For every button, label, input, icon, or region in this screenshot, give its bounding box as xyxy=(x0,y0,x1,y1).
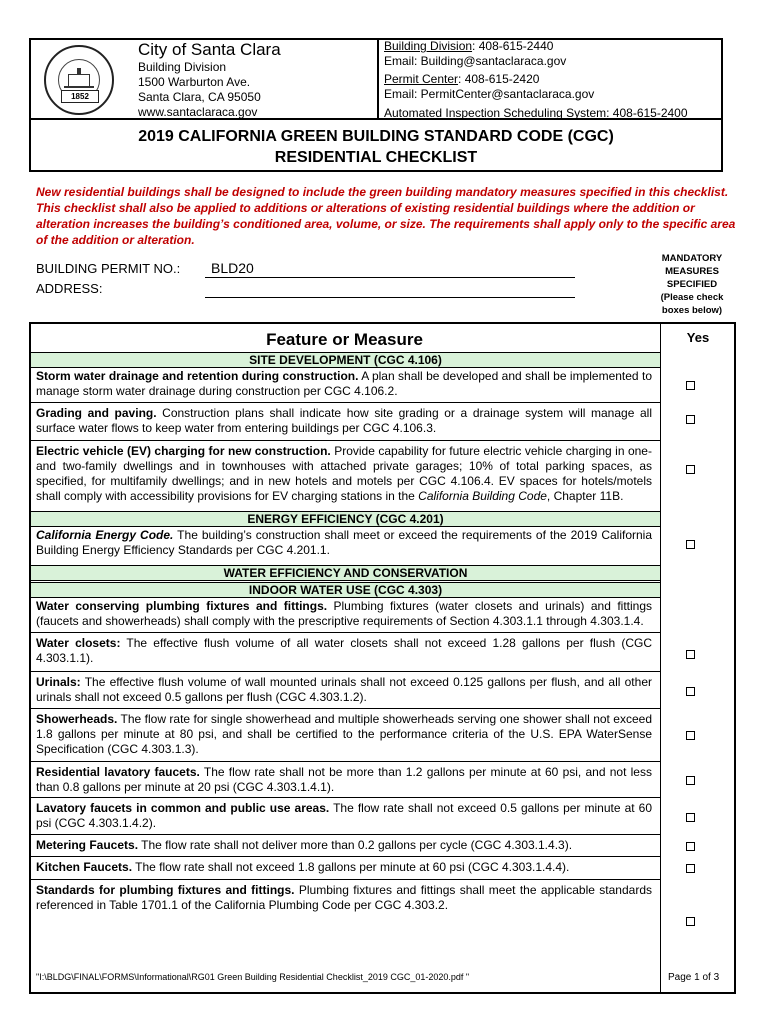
row-divider xyxy=(31,797,660,798)
section-energy-efficiency: ENERGY EFFICIENCY (CGC 4.201) xyxy=(31,511,660,527)
row-urinals xyxy=(36,675,652,705)
checkbox-urinals[interactable] xyxy=(686,687,695,696)
checkbox-storm-water[interactable] xyxy=(686,381,695,390)
row-divider xyxy=(31,402,660,403)
permit-number-field[interactable]: BLD20 xyxy=(211,260,254,276)
row-title: Standards for plumbing fixtures and fittings. xyxy=(36,883,295,897)
mandatory-line-1: MANDATORY xyxy=(661,253,723,264)
checkbox-plumbing-standards[interactable] xyxy=(686,917,695,926)
checkbox-energy-code[interactable] xyxy=(686,540,695,549)
row-divider xyxy=(31,856,660,857)
division-name: Building Division xyxy=(138,60,227,74)
permit-number-label: BUILDING PERMIT NO.: xyxy=(36,261,181,276)
row-title: California Energy Code. xyxy=(36,528,174,542)
checkbox-water-closets[interactable] xyxy=(686,650,695,659)
footer-file-path: "I:\BLDG\FINAL\FORMS\Informational\RG01 Green Building Residential Checklist_2019 CGC_01-2020.pdf " xyxy=(36,972,470,982)
row-text: Plumbing fixtures and fittings shall meet the applicable standards referenced in Table 1701.1 of the California Plumbing Code per CGC 4.303.2. xyxy=(36,883,653,912)
row-title: Water conserving plumbing fixtures and fittings. xyxy=(36,599,328,613)
row-lavatory-faucets xyxy=(36,765,652,795)
row-water-closets xyxy=(36,636,652,666)
row-title: Residential lavatory faucets. xyxy=(36,765,200,779)
row-text: The effective flush volume of all water closets shall not exceed 1.28 gallons per flush (CGC 4.303.1.1). xyxy=(36,636,652,665)
section-site-development: SITE DEVELOPMENT (CGC 4.106) xyxy=(31,352,660,368)
row-title: Water closets: xyxy=(36,636,121,650)
row-text: The effective flush volume of wall mounted urinals shall not exceed 0.125 gallons per flush, and all other urinals shall not exceed 0.5 gallons per flush (CGC 4.303.1.2). xyxy=(36,675,652,704)
inspection-scheduling: Automated Inspection Scheduling System: 408-615-2400 xyxy=(384,106,688,120)
building-email[interactable]: Email: Building@santaclaraca.gov xyxy=(384,54,567,68)
mandatory-measures-note xyxy=(648,252,736,317)
row-plumbing-standards xyxy=(36,883,652,913)
row-text: The flow rate shall not exceed 1.8 gallons per minute at 60 psi (CGC 4.303.1.4.4). xyxy=(132,860,570,874)
row-text: The building’s construction shall meet or exceed the requirements of the 2019 California Building Energy Efficiency Standards per CGC 4.201.1. xyxy=(36,528,653,557)
row-public-lavatory xyxy=(36,801,652,831)
header-divider xyxy=(377,38,379,120)
row-title: Kitchen Faucets. xyxy=(36,860,133,874)
row-kitchen-faucets xyxy=(36,860,652,875)
row-text: The flow rate shall not deliver more than 0.2 gallons per cycle (CGC 4.303.1.4.3). xyxy=(138,838,573,852)
intro-paragraph: New residential buildings shall be designed to include the green building mandatory measures specified in this checklist. This checklist shall also be applied to additions or alterations of existing residential buildings where the addition or alteration increases the building’s conditioned area, volume, or size. The requirements shall apply only to the specific area of the addition or alteration. xyxy=(36,185,736,247)
checkbox-lavatory-faucets[interactable] xyxy=(686,776,695,785)
row-divider xyxy=(31,440,660,441)
mandatory-line-4: (Please check xyxy=(660,292,724,303)
row-text: Construction plans shall indicate how site grading or a drainage system will manage all surface water flows to keep water from entering buildings per CGC 4.106.3. xyxy=(36,406,652,435)
seal-building-icon xyxy=(64,68,94,88)
row-text: Provide capability for future electric vehicle charging in one- and two-family dwellings and in townhouses with attached private garages; 10% of total parking spaces, as specified, for multifamily dwellings; and in new hotels and motels per CGC 4.106.4. EV spaces for hotels/motels shall comply with accessibility provisions for EV charging stations in the xyxy=(36,444,652,503)
building-division-contact xyxy=(384,39,553,53)
row-energy-code xyxy=(36,528,652,558)
feature-column-header: Feature or Measure xyxy=(266,330,423,349)
document-title: 2019 CALIFORNIA GREEN BUILDING STANDARD CODE (CGC) xyxy=(138,128,614,145)
row-text: The flow rate for single showerhead and multiple showerheads serving one shower shall not exceed 1.8 gallons per minute at 80 psi, and shall be certified to the performance criteria of the U.S. EPA WaterSense Specification (CGC 4.303.1.3). xyxy=(36,712,652,756)
row-divider xyxy=(31,834,660,835)
row-text: The flow rate shall not be more than 1.2 gallons per minute at 60 psi, and not less than 0.8 gallons per minute at 20 psi (CGC 4.303.1.4.1). xyxy=(36,765,652,794)
address-label: ADDRESS: xyxy=(36,281,103,296)
row-title: Storm water drainage and retention during construction. xyxy=(36,369,359,383)
row-italic: California Building Code xyxy=(418,489,547,503)
yes-column-divider xyxy=(660,322,661,994)
row-ev-charging xyxy=(36,444,652,504)
row-divider xyxy=(31,632,660,633)
permit-center-label: Permit Center xyxy=(384,72,459,86)
permit-center-phone: : 408-615-2420 xyxy=(458,72,540,86)
row-title: Urinals: xyxy=(36,675,81,689)
checkbox-metering-faucets[interactable] xyxy=(686,842,695,851)
city-name: City of Santa Clara xyxy=(138,40,281,59)
building-division-label: Building Division xyxy=(384,39,473,53)
checkbox-showerheads[interactable] xyxy=(686,731,695,740)
row-storm-water xyxy=(36,369,652,399)
row-text: The flow rate shall not exceed 0.5 gallons per minute at 60 psi (CGC 4.303.1.4.2). xyxy=(36,801,653,830)
permit-email[interactable]: Email: PermitCenter@santaclaraca.gov xyxy=(384,87,595,101)
seal-year: 1852 xyxy=(61,90,99,103)
row-title: Lavatory faucets in common and public use areas. xyxy=(36,801,330,815)
mandatory-line-5: boxes below) xyxy=(661,305,723,316)
checkbox-grading-paving[interactable] xyxy=(686,415,695,424)
website-link[interactable]: www.santaclaraca.gov xyxy=(138,105,258,119)
checkbox-public-lavatory[interactable] xyxy=(686,813,695,822)
address-field[interactable] xyxy=(205,297,575,298)
street-address: 1500 Warburton Ave. xyxy=(138,75,251,89)
section-indoor-water-use: INDOOR WATER USE (CGC 4.303) xyxy=(31,582,660,598)
row-text: Plumbing fixtures (water closets and urinals) and fittings (faucets and showerheads) shall comply with the prescriptive requirements of Section 4.303.1.1 through 4.303.1.4. xyxy=(36,599,653,628)
row-metering-faucets xyxy=(36,838,652,853)
mandatory-line-2: MEASURES xyxy=(665,266,719,277)
row-divider xyxy=(31,708,660,709)
row-title: Electric vehicle (EV) charging for new construction. xyxy=(36,444,331,458)
yes-column-header: Yes xyxy=(686,330,710,345)
row-divider xyxy=(31,879,660,880)
row-divider xyxy=(31,761,660,762)
page-number: Page 1 of 3 xyxy=(668,972,720,983)
row-showerheads xyxy=(36,712,652,757)
row-text: A plan shall be developed and shall be implemented to manage storm water drainage during construction per CGC 4.106.2. xyxy=(36,369,653,398)
row-title: Grading and paving. xyxy=(36,406,157,420)
checkbox-ev-charging[interactable] xyxy=(686,465,695,474)
document-subtitle: RESIDENTIAL CHECKLIST xyxy=(274,149,478,166)
checkbox-kitchen-faucets[interactable] xyxy=(686,864,695,873)
permit-center-contact xyxy=(384,72,539,86)
row-plumbing-fixtures xyxy=(36,599,652,629)
row-title: Showerheads. xyxy=(36,712,118,726)
mandatory-line-3: SPECIFIED xyxy=(666,279,718,290)
building-division-phone: : 408-615-2440 xyxy=(472,39,554,53)
row-grading-paving xyxy=(36,406,652,436)
row-title: Metering Faucets. xyxy=(36,838,139,852)
row-divider xyxy=(31,671,660,672)
row-tail: , Chapter 11B. xyxy=(546,489,624,503)
city-state-zip: Santa Clara, CA 95050 xyxy=(138,90,261,104)
permit-number-underline xyxy=(205,277,575,278)
section-water-efficiency: WATER EFFICIENCY AND CONSERVATION xyxy=(31,565,660,581)
